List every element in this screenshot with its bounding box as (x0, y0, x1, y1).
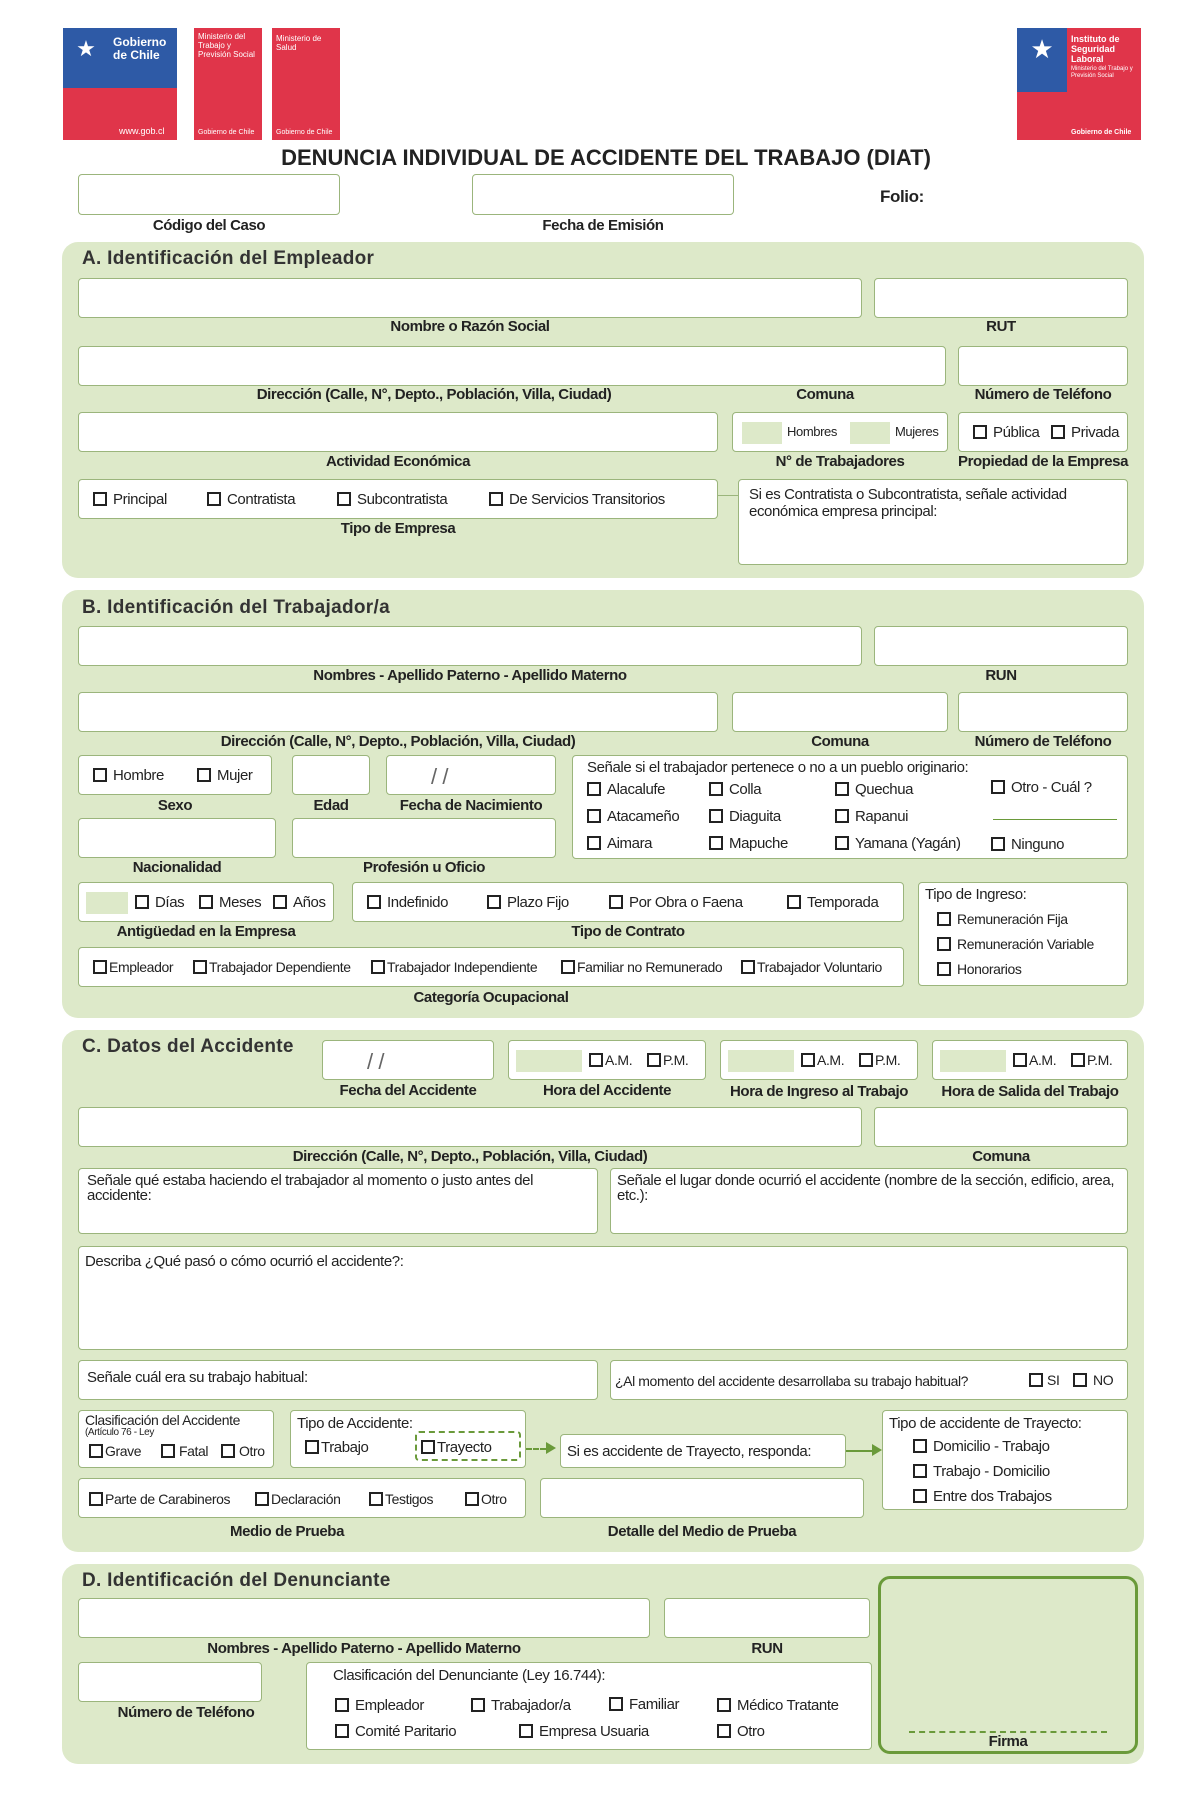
section-c-title: C. Datos del Accidente (82, 1036, 294, 1057)
colla-checkbox[interactable]: Colla (709, 781, 761, 798)
tipo-accidente-box: Tipo de Accidente: Trabajo Trayecto (290, 1410, 526, 1468)
denunciante-empleador-checkbox[interactable]: Empleador (335, 1697, 424, 1714)
folio-label: Folio: (880, 187, 924, 206)
empleador-direccion-field[interactable] (78, 346, 946, 386)
mujer-checkbox[interactable]: Mujer (197, 767, 253, 784)
trayecto-checkbox[interactable]: Trayecto (421, 1439, 492, 1456)
pueblo-originario-box: Señale si el trabajador pertenece o no a un pueblo originario: Alacalufe Colla Quechua Otro - Cuál ? Atacameño Diaguita Rapanui Aimara Mapuche Yamana (Yagán) Ninguno (572, 755, 1128, 859)
remuneracion-variable-checkbox[interactable]: Remuneración Variable (937, 936, 1094, 952)
lugar-field[interactable]: Señale el lugar donde ocurrió el accidente (nombre de la sección, edificio, area, etc.): (610, 1168, 1128, 1234)
hora-ingreso-pm-checkbox[interactable]: P.M. (859, 1052, 900, 1068)
denunciante-empresa-usuaria-checkbox[interactable]: Empresa Usuaria (519, 1723, 649, 1740)
denunciante-trabajador-checkbox[interactable]: Trabajador/a (471, 1697, 571, 1714)
codigo-caso-field[interactable] (78, 174, 340, 215)
yamana-checkbox[interactable]: Yamana (Yagán) (835, 835, 961, 852)
subcontratista-checkbox[interactable]: Subcontratista (337, 491, 447, 508)
otro-pueblo-checkbox[interactable]: Otro - Cuál ? (991, 779, 1092, 796)
quechua-checkbox[interactable]: Quechua (835, 781, 913, 798)
denunciante-nombres-field[interactable] (78, 1598, 650, 1638)
obra-faena-checkbox[interactable]: Por Obra o Faena (609, 894, 743, 911)
clasificacion-accidente-box: Clasificación del Accidente (Artículo 76 - Ley Grave Fatal Otro (78, 1410, 274, 1468)
grave-checkbox[interactable]: Grave (89, 1443, 141, 1459)
domicilio-trabajo-checkbox[interactable]: Domicilio - Trabajo (913, 1438, 1050, 1455)
habitual-si-checkbox[interactable]: SI (1029, 1372, 1059, 1388)
propiedad-box (958, 412, 1128, 452)
hora-accidente-field[interactable] (515, 1049, 583, 1073)
dependiente-checkbox[interactable]: Trabajador Dependiente (193, 959, 351, 975)
hora-ingreso-box (720, 1040, 918, 1080)
declaracion-checkbox[interactable]: Declaración (255, 1491, 341, 1507)
fecha-nacimiento-field[interactable]: / / (386, 755, 556, 795)
publica-checkbox[interactable]: Pública (973, 424, 1039, 441)
entre-trabajos-checkbox[interactable]: Entre dos Trabajos (913, 1488, 1052, 1505)
trabajo-checkbox[interactable]: Trabajo (305, 1439, 369, 1456)
actividad-economica-field[interactable] (78, 412, 718, 452)
denunciante-otro-checkbox[interactable]: Otro (717, 1723, 765, 1740)
testigos-checkbox[interactable]: Testigos (369, 1491, 433, 1507)
otro-clasificacion-checkbox[interactable]: Otro (221, 1443, 265, 1459)
plazo-fijo-checkbox[interactable]: Plazo Fijo (487, 894, 569, 911)
fecha-emision-field[interactable] (472, 174, 734, 215)
hora-accidente-box (508, 1040, 706, 1080)
trabajador-run-field[interactable] (874, 626, 1128, 666)
sexo-box (78, 755, 272, 795)
ninguno-checkbox[interactable]: Ninguno (991, 836, 1064, 853)
shield-icon: ★ (1030, 34, 1054, 64)
fatal-checkbox[interactable]: Fatal (161, 1443, 208, 1459)
aimara-checkbox[interactable]: Aimara (587, 835, 652, 852)
hora-salida-pm-checkbox[interactable]: P.M. (1071, 1052, 1112, 1068)
otro-prueba-checkbox[interactable]: Otro (465, 1491, 507, 1507)
familiar-checkbox[interactable]: Familiar no Remunerado (561, 959, 722, 975)
contratista-checkbox[interactable]: Contratista (207, 491, 295, 508)
honorarios-checkbox[interactable]: Honorarios (937, 961, 1021, 977)
trabajador-nombres-field[interactable] (78, 626, 862, 666)
trabajo-domicilio-checkbox[interactable]: Trabajo - Domicilio (913, 1463, 1050, 1480)
shield-icon: ★ (76, 36, 96, 61)
hora-accidente-pm-checkbox[interactable]: P.M. (647, 1052, 688, 1068)
mujeres-count-field[interactable] (849, 421, 891, 445)
arrow-right-icon (546, 1442, 556, 1454)
tipo-ingreso-box: Tipo de Ingreso: Remuneración Fija Remuneración Variable Honorarios (918, 882, 1128, 986)
isl-logo: ★ Instituto de Seguridad Laboral Ministerio del Trabajo y Previsión Social Gobierno de Chile (1017, 28, 1141, 140)
hombre-checkbox[interactable]: Hombre (93, 767, 164, 784)
trabajador-telefono-field[interactable] (958, 692, 1128, 732)
denunciante-telefono-field[interactable] (78, 1662, 262, 1702)
clasificacion-denunciante-box: Clasificación del Denunciante (Ley 16.744): Empleador Trabajador/a Familiar Médico Tratante Comité Paritario Empresa Usuaria Otro (306, 1662, 872, 1750)
principal-checkbox[interactable]: Principal (93, 491, 167, 508)
indefinido-checkbox[interactable]: Indefinido (367, 894, 448, 911)
dias-checkbox[interactable]: Días (135, 894, 184, 911)
denunciante-familiar-checkbox[interactable]: Familiar (609, 1696, 679, 1713)
antiguedad-value-field[interactable] (85, 891, 129, 915)
antiguedad-box (78, 882, 334, 922)
habitual-no-checkbox[interactable]: NO (1073, 1372, 1113, 1388)
firma-field[interactable] (878, 1576, 1138, 1754)
denunciante-run-field[interactable] (664, 1598, 870, 1638)
categoria-ocupacional-box (78, 947, 904, 987)
accidente-direccion-field[interactable] (78, 1107, 862, 1147)
actividad-principal-field[interactable]: Si es Contratista o Subcontratista, señale actividad económica empresa principal: (738, 479, 1128, 565)
tipo-empresa-box (78, 479, 718, 519)
anos-checkbox[interactable]: Años (273, 894, 326, 911)
page-title: DENUNCIA INDIVIDUAL DE ACCIDENTE DEL TRABAJO (DIAT) (281, 145, 931, 170)
denunciante-medico-checkbox[interactable]: Médico Tratante (717, 1697, 839, 1714)
desarrollaba-box: ¿Al momento del accidente desarrollaba su trabajo habitual? SI NO (610, 1360, 1128, 1400)
empleador-telefono-field[interactable] (958, 346, 1128, 386)
ministerio-salud-logo: Ministerio de Salud Gobierno de Chile (272, 28, 340, 140)
profesion-field[interactable] (292, 818, 556, 858)
otro-pueblo-line[interactable] (993, 819, 1117, 820)
tipo-trayecto-box: Tipo de accidente de Trayecto: Domicilio - Trabajo Trabajo - Domicilio Entre dos Trabajos (882, 1410, 1128, 1510)
edad-field[interactable] (292, 755, 370, 795)
voluntario-checkbox[interactable]: Trabajador Voluntario (741, 959, 882, 975)
hora-salida-field[interactable] (939, 1049, 1007, 1073)
privada-checkbox[interactable]: Privada (1051, 424, 1119, 441)
alacalufe-checkbox[interactable]: Alacalufe (587, 781, 665, 798)
detalle-prueba-field[interactable] (540, 1478, 864, 1518)
trabajador-comuna-field[interactable] (732, 692, 948, 732)
diaguita-checkbox[interactable]: Diaguita (709, 808, 781, 825)
section-b-title: B. Identificación del Trabajador/a (82, 597, 390, 618)
tipo-contrato-box (352, 882, 904, 922)
rapanui-checkbox[interactable]: Rapanui (835, 808, 908, 825)
accidente-comuna-field[interactable] (874, 1107, 1128, 1147)
trabajo-habitual-field[interactable]: Señale cuál era su trabajo habitual: (78, 1360, 598, 1400)
carabineros-checkbox[interactable]: Parte de Carabineros (89, 1491, 230, 1507)
hora-ingreso-field[interactable] (727, 1049, 795, 1073)
hora-accidente-am-checkbox[interactable]: A.M. (589, 1052, 632, 1068)
nacionalidad-field[interactable] (78, 818, 276, 858)
codigo-caso-label: Código del Caso (152, 217, 266, 234)
hora-ingreso-am-checkbox[interactable]: A.M. (801, 1052, 844, 1068)
descripcion-field[interactable]: Describa ¿Qué pasó o cómo ocurrió el accidente?: (78, 1246, 1128, 1350)
firma-label: Firma (988, 1733, 1028, 1750)
si-trayecto-box: Si es accidente de Trayecto, responda: (560, 1434, 846, 1468)
arrow-right-icon (872, 1444, 882, 1456)
empleador-nombre-field[interactable] (78, 278, 862, 318)
empleador-cat-checkbox[interactable]: Empleador (93, 959, 173, 975)
fecha-emision-label: Fecha de Emisión (542, 217, 664, 234)
fecha-accidente-field[interactable]: / / (322, 1040, 494, 1080)
mapuche-checkbox[interactable]: Mapuche (709, 835, 788, 852)
meses-checkbox[interactable]: Meses (199, 894, 261, 911)
remuneracion-fija-checkbox[interactable]: Remuneración Fija (937, 911, 1068, 927)
independiente-checkbox[interactable]: Trabajador Independiente (371, 959, 537, 975)
empleador-rut-field[interactable] (874, 278, 1128, 318)
gobierno-chile-logo: ★ Gobierno de Chile www.gob.cl (63, 28, 177, 140)
section-a-title: A. Identificación del Empleador (82, 248, 375, 269)
hombres-count-field[interactable] (741, 421, 783, 445)
servicios-transitorios-checkbox[interactable]: De Servicios Transitorios (489, 491, 665, 508)
temporada-checkbox[interactable]: Temporada (787, 894, 878, 911)
trabajadores-box: Hombres Mujeres (732, 412, 948, 452)
ministerio-trabajo-logo: Ministerio del Trabajo y Previsión Social Gobierno de Chile (194, 28, 262, 140)
hora-salida-box (932, 1040, 1128, 1080)
denunciante-comite-checkbox[interactable]: Comité Paritario (335, 1723, 456, 1740)
medio-prueba-box (78, 1478, 526, 1518)
hora-salida-am-checkbox[interactable]: A.M. (1013, 1052, 1056, 1068)
section-d-title: D. Identificación del Denunciante (82, 1570, 391, 1591)
haciendo-field[interactable]: Señale qué estaba haciendo el trabajador al momento o justo antes del accidente: (78, 1168, 598, 1234)
trabajador-direccion-field[interactable] (78, 692, 718, 732)
atacameno-checkbox[interactable]: Atacameño (587, 808, 679, 825)
